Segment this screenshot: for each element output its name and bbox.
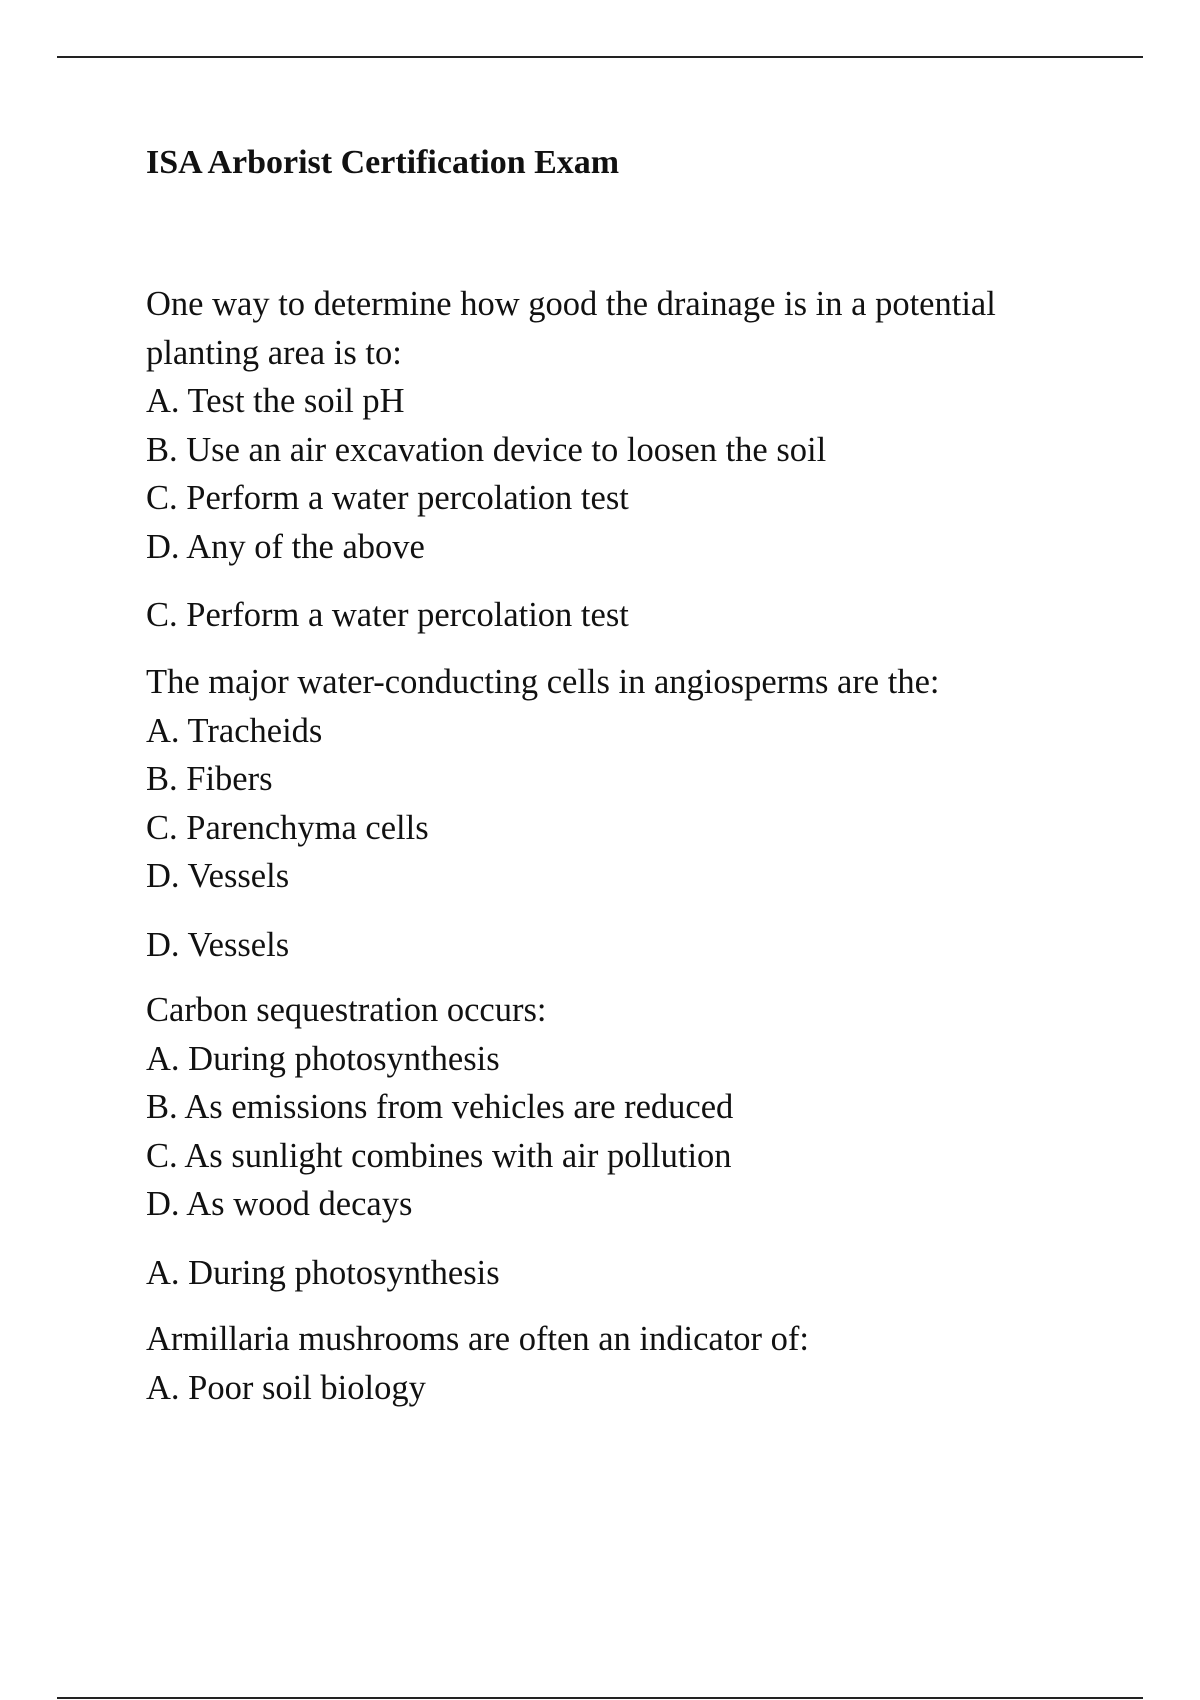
option-a: A. Poor soil biology (146, 1368, 426, 1407)
question-text: The major water-conducting cells in angiosperms are the: (146, 663, 940, 701)
option-c: C. Perform a water percolation test (146, 479, 629, 517)
option-a: A. Test the soil pH (146, 382, 405, 420)
top-divider (57, 56, 1143, 58)
bottom-divider (57, 1697, 1143, 1699)
question-block (146, 1315, 809, 1412)
option-d: D. Vessels (146, 857, 290, 895)
option-a: A. Tracheids (146, 711, 323, 750)
option-c: C. Parenchyma cells (146, 808, 429, 847)
question-block (146, 986, 733, 1297)
answer-text: D. Vessels (146, 925, 290, 964)
question-block (146, 658, 939, 969)
option-list (146, 1035, 733, 1229)
option-list (146, 707, 939, 901)
option-d: D. Any of the above (146, 527, 425, 566)
option-d: D. As wood decays (146, 1185, 413, 1223)
question-text: One way to determine how good the drainage is in a potential planting area is to: (146, 285, 996, 372)
option-a: A. During photosynthesis (146, 1039, 500, 1078)
question-text: Armillaria mushrooms are often an indicator of: (146, 1320, 809, 1358)
option-b: B. As emissions from vehicles are reduced (146, 1088, 734, 1126)
option-b: B. Use an air excavation device to loosen the soil (146, 430, 827, 469)
question-block (146, 280, 1076, 640)
question-text: Carbon sequestration occurs: (146, 991, 547, 1029)
option-list (146, 377, 1076, 571)
answer-text: A. During photosynthesis (146, 1253, 500, 1292)
answer-text: C. Perform a water percolation test (146, 596, 629, 634)
option-c: C. As sunlight combines with air pollution (146, 1136, 732, 1175)
option-b: B. Fibers (146, 760, 273, 798)
document-title: ISA Arborist Certification Exam (146, 144, 620, 181)
option-list (146, 1364, 809, 1413)
